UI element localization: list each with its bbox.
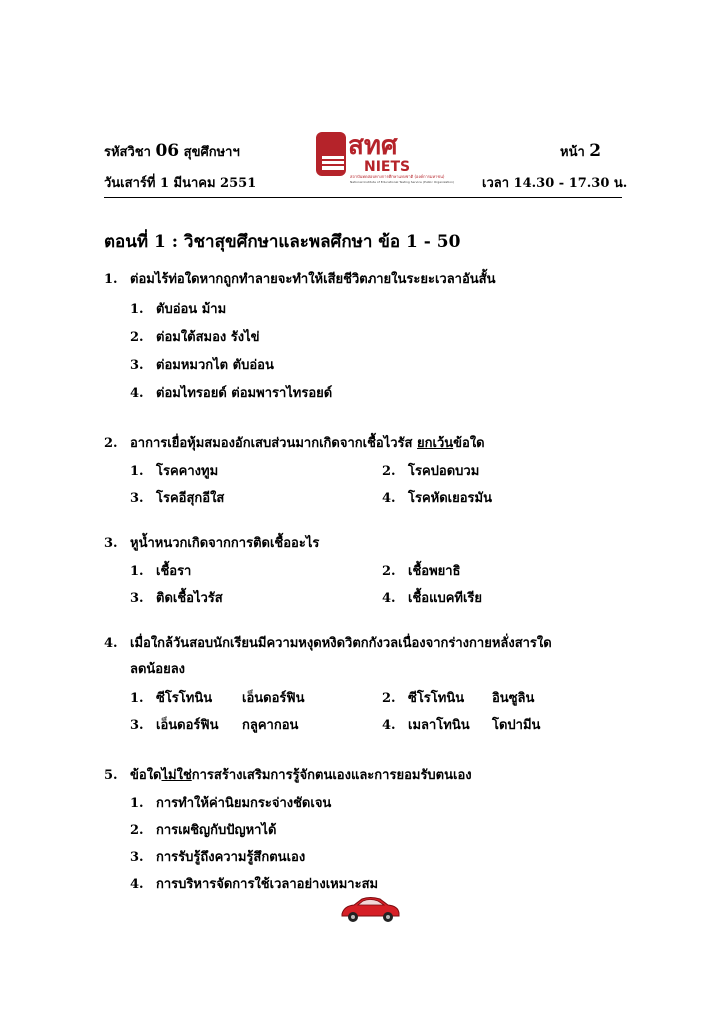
exam-date: วันเสาร์ที่ 1 มีนาคม 2551 [104,176,257,191]
choice-text: การรับรู้ถึงความรู้สึกตนเอง [156,850,306,865]
question-text-after: การสร้างเสริมการรู้จักตนเองและการยอมรับตนเอง [191,768,472,783]
choice-number: 3. [130,358,144,373]
choice-text: ติดเชื้อไวรัส [156,591,223,606]
page-label: หน้า [560,145,585,160]
choice-5-4[interactable] [130,873,378,894]
question-4-line2: ลดน้อยลง [130,662,186,677]
page-number: 2 [589,141,602,161]
choice-2-4[interactable] [382,487,492,508]
choice-2-3[interactable] [130,487,224,508]
choice-number: 3. [130,718,144,733]
logo-mark: สทศ [348,131,398,161]
choice-number: 1. [130,464,144,479]
question-text-after: ข้อใด [453,436,485,451]
choice-number: 4. [382,718,396,733]
choice-1-4[interactable] [130,382,332,403]
question-number: 4. [104,636,118,651]
choice-text: ตับอ่อน ม้าม [156,302,227,317]
question-text: หูน้ำหนวกเกิดจากการติดเชื้ออะไร [130,536,320,551]
choice-4-1[interactable] [130,687,304,708]
choice-text: ต่อมหมวกไต ตับอ่อน [156,358,274,373]
choice-number: 2. [382,464,396,479]
choice-text: เชื้อรา [156,564,192,579]
choice-number: 2. [382,691,396,706]
choice-text: ต่อมใต้สมอง รังไข่ [156,330,260,345]
choice-1-2[interactable] [130,326,260,347]
choice-2-1[interactable] [130,460,218,481]
choice-5-1[interactable] [130,792,331,813]
choice-4-3[interactable] [130,714,298,735]
choice-text: เชื้อแบคทีเรีย [408,591,483,606]
question-text: ต่อมไร้ท่อใดหากถูกทำลายจะทำให้เสียชีวิตภายในระยะเวลาอันสั้น [130,272,496,287]
subject-prefix: รหัสวิชา [104,145,151,160]
question-1 [104,268,496,289]
choice-1-1[interactable] [130,298,226,319]
choice-number: 1. [130,564,144,579]
logo-sub: NIETS [364,159,411,175]
logo-thai-line: สถาบันทดสอบทางการศึกษาแห่งชาติ (องค์การมหาชน) [350,174,445,179]
choice-number: 4. [130,386,144,401]
question-2 [104,432,485,453]
choice-3-2[interactable] [382,560,461,581]
choice-4-4[interactable] [382,714,540,735]
choice-3-3[interactable] [130,587,223,608]
question-emphasis: ยกเว้น [417,436,454,451]
choice-text: การเผชิญกับปัญหาได้ [156,823,277,838]
choice-number: 4. [382,591,396,606]
choice-text: โรคปอดบวม [408,464,480,479]
question-text: เมื่อใกล้วันสอบนักเรียนมีความหงุดหงิดวิตกกังวลเนื่องจากร่างกายหลั่งสารใด [130,636,552,651]
choice-text-b: อินซูลิน [492,691,535,706]
choice-text: โรคหัดเยอรมัน [408,491,492,506]
choice-5-2[interactable] [130,819,276,840]
subject-name: สุขศึกษาฯ [183,145,240,160]
header-divider [104,197,622,198]
choice-text-b: เอ็นดอร์ฟิน [242,691,305,706]
question-text: ข้อใด [130,768,162,783]
subject-line [104,141,240,162]
choice-number: 1. [130,691,144,706]
choice-4-2[interactable] [382,687,534,708]
question-text: อาการเยื่อหุ้มสมองอักเสบส่วนมากเกิดจากเชื้อไวรัส [130,436,413,451]
exam-time: เวลา 14.30 - 17.30 น. [482,176,628,191]
subject-code: 06 [155,141,180,161]
choice-5-3[interactable] [130,846,305,867]
question-emphasis: ไม่ใช่ [161,768,192,783]
choice-number: 4. [382,491,396,506]
choice-number: 2. [130,330,144,345]
choice-text: การบริหารจัดการใช้เวลาอย่างเหมาะสม [156,877,379,892]
choice-text: โรคอีสุกอีใส [156,491,225,506]
choice-number: 3. [130,491,144,506]
section-title: ตอนที่ 1 : วิชาสุขศึกษาและพลศึกษา ข้อ 1 - 50 [104,232,461,252]
choice-text: โรคคางทูม [156,464,219,479]
choice-3-4[interactable] [382,587,482,608]
niets-logo [314,128,494,184]
choice-number: 3. [130,850,144,865]
question-number: 5. [104,768,118,783]
choice-3-1[interactable] [130,560,191,581]
choice-number: 1. [130,302,144,317]
question-number: 2. [104,436,118,451]
choice-text: ต่อมไทรอยด์ ต่อมพาราไทรอยด์ [156,386,333,401]
choice-number: 4. [130,877,144,892]
choice-number: 2. [382,564,396,579]
choice-number: 2. [130,823,144,838]
choice-text-a: ซีโรโทนิน [156,691,213,706]
question-5 [104,764,472,785]
choice-text-b: กลูคากอน [242,718,299,733]
choice-text: เชื้อพยาธิ [408,564,461,579]
page-indicator [560,141,601,162]
choice-number: 1. [130,796,144,811]
question-3 [104,532,319,553]
choice-2-2[interactable] [382,460,479,481]
choice-text-a: ซีโรโทนิน [408,691,465,706]
choice-number: 3. [130,591,144,606]
red-car-icon [338,894,402,924]
choice-text: การทำให้ค่านิยมกระจ่างชัดเจน [156,796,332,811]
question-4 [104,632,552,653]
choice-text-a: เมลาโทนิน [408,718,470,733]
choice-text-b: โดปามีน [492,718,541,733]
question-number: 1. [104,272,118,287]
choice-1-3[interactable] [130,354,274,375]
choice-text-a: เอ็นดอร์ฟิน [156,718,219,733]
question-number: 3. [104,536,118,551]
logo-english-line: National Institute of Educational Testing Service (Public Organization) [350,180,455,184]
